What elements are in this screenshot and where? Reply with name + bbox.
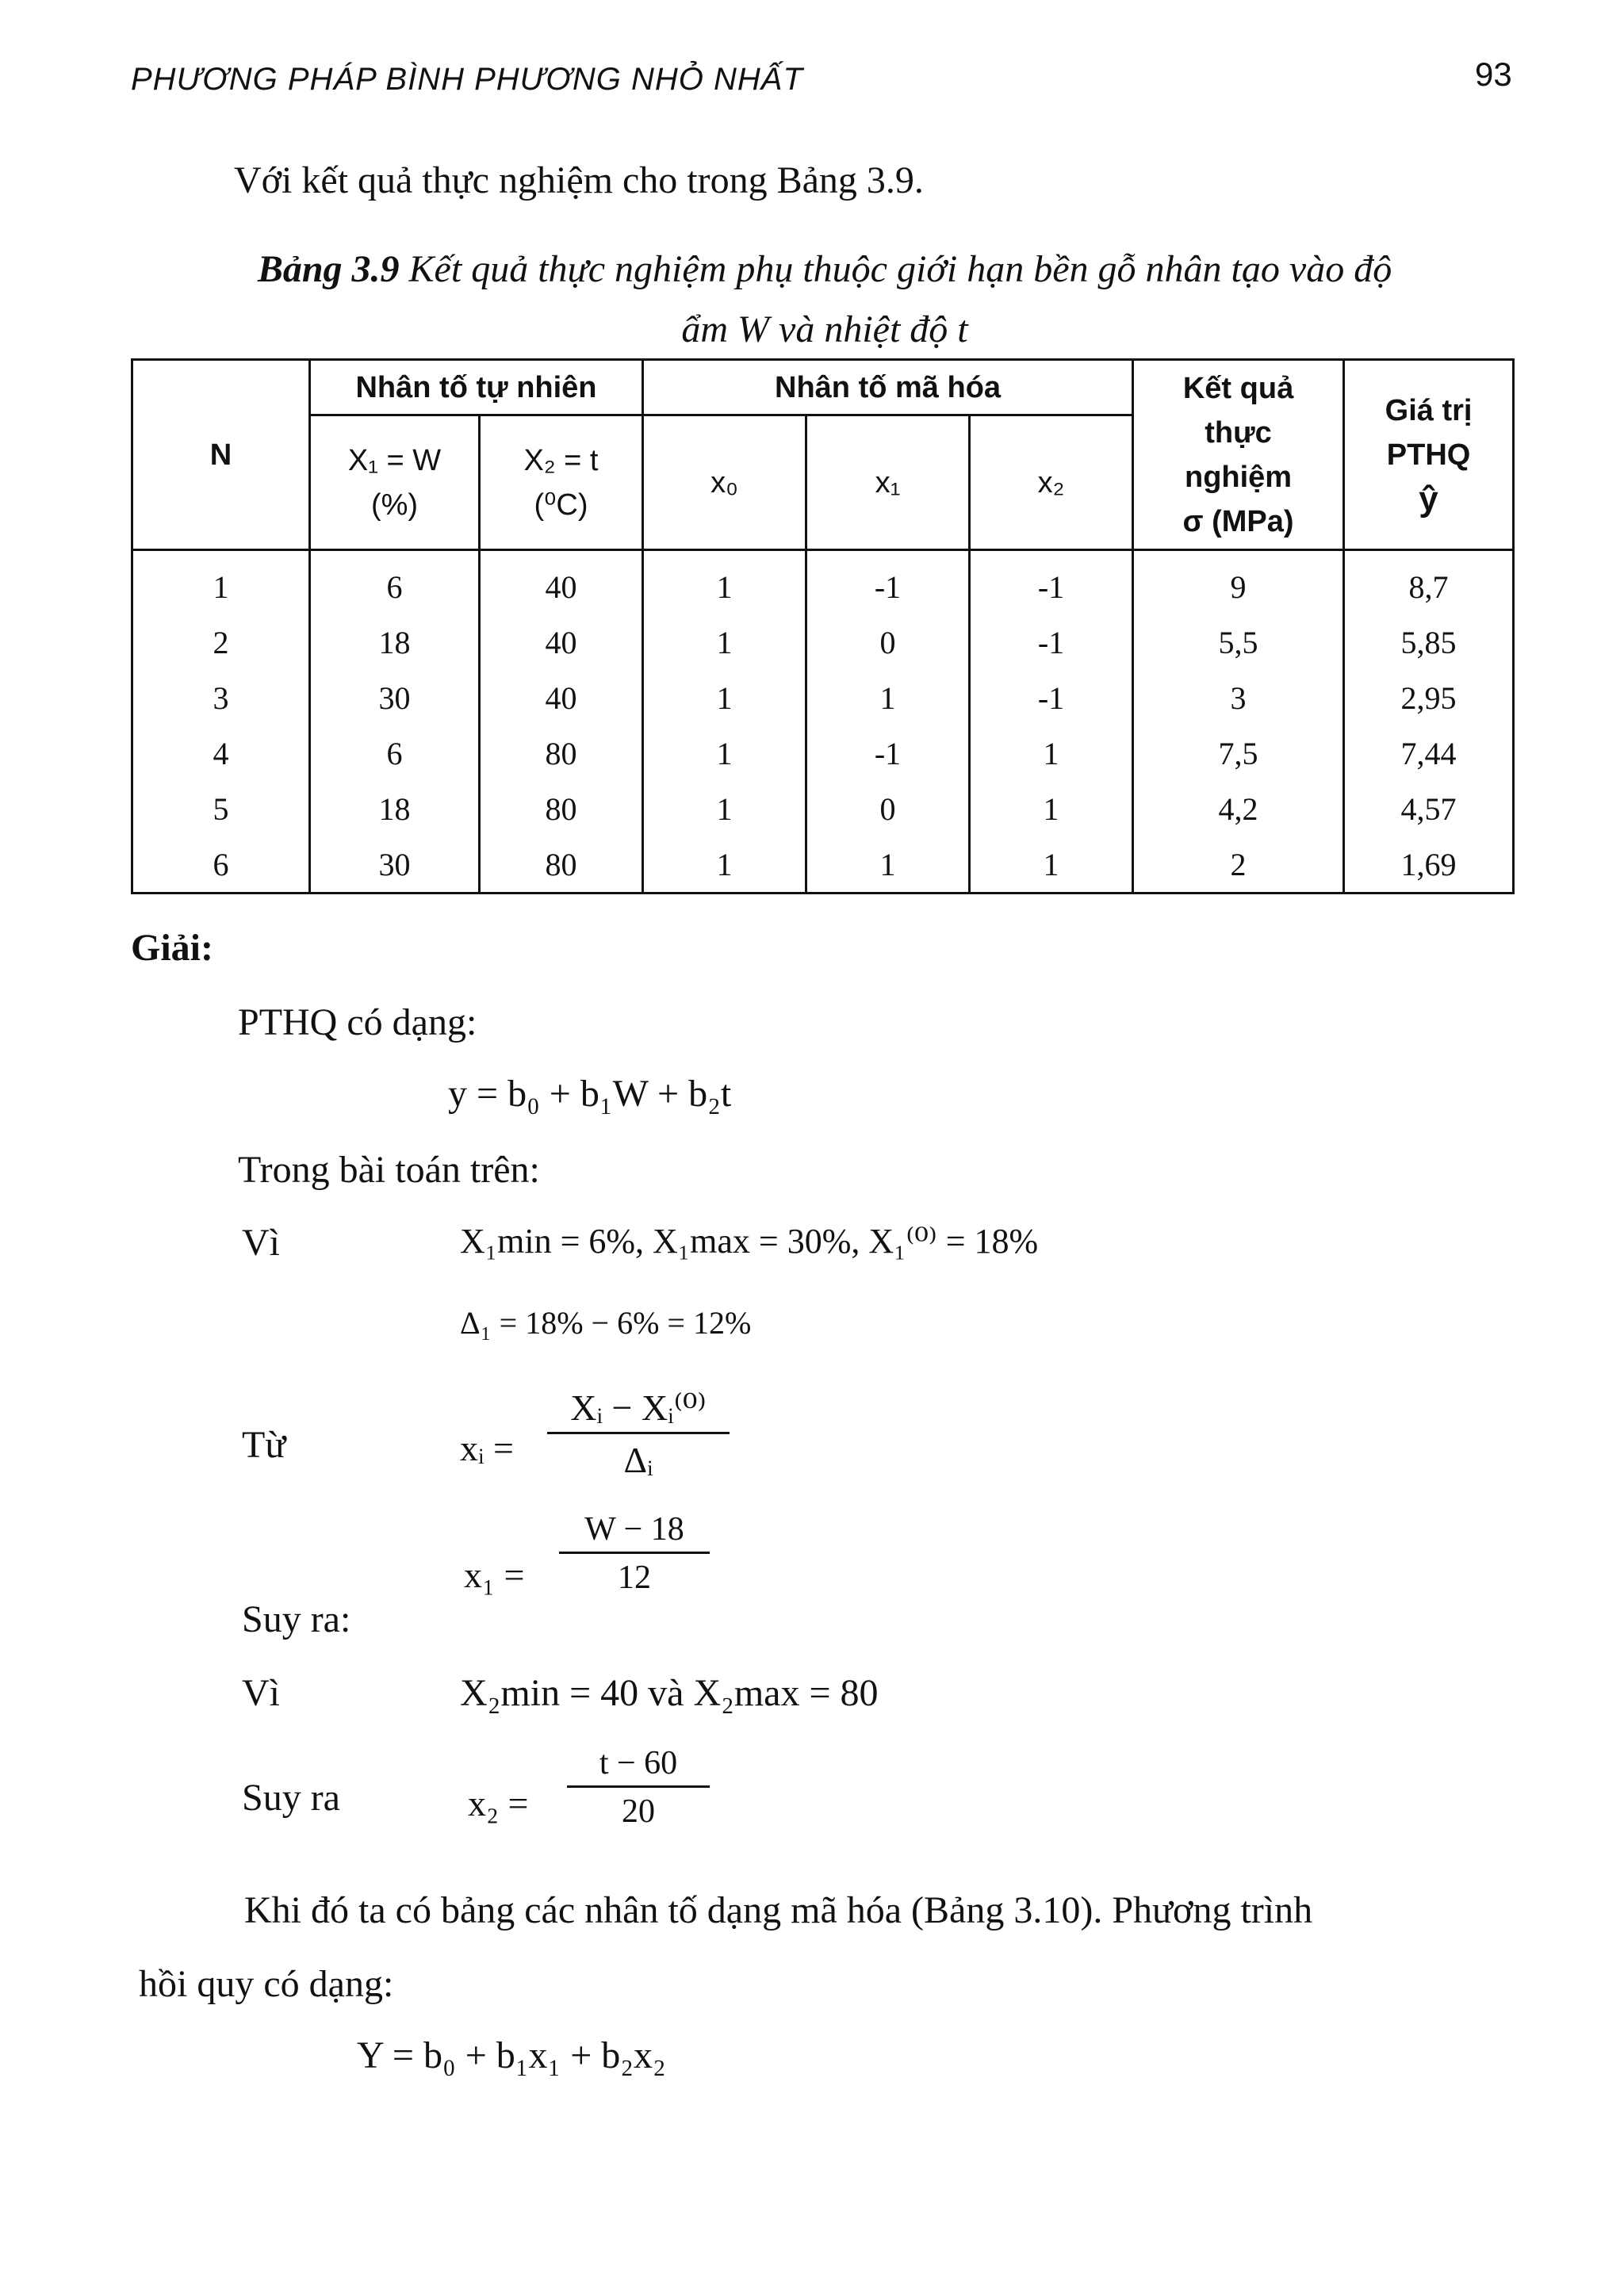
- group-header-natural: Nhân tố tự nhiên: [310, 360, 643, 415]
- col-header-x1-natural-label: X₁ = W: [347, 443, 442, 477]
- col-header-result-line: σ (MPa): [1182, 504, 1294, 538]
- cell-x1: 0: [806, 781, 970, 836]
- equation-model: y = b₀ + b₁W + b₂t: [448, 1073, 732, 1115]
- col-header-x1-natural: [310, 415, 480, 550]
- cell-yhat: 4,57: [1344, 781, 1514, 836]
- group-header-coded: Nhân tố mã hóa: [643, 360, 1133, 415]
- running-header: PHƯƠNG PHÁP BÌNH PHƯƠNG NHỎ NHẤT: [131, 62, 803, 97]
- equation-final: Y = b₀ + b₁x₁ + b₂x₂: [357, 2034, 666, 2076]
- cell-n: 3: [132, 670, 310, 725]
- form-line: PTHQ có dạng:: [238, 1001, 477, 1043]
- cell-w: 18: [310, 614, 480, 670]
- cell-t: 40: [480, 550, 643, 615]
- cell-t: 80: [480, 725, 643, 781]
- cell-sigma: 2: [1133, 836, 1344, 894]
- x1-fraction: [559, 1510, 710, 1597]
- x1-lhs: x₁ =: [464, 1555, 525, 1595]
- cell-x1: -1: [806, 725, 970, 781]
- cell-yhat: 5,85: [1344, 614, 1514, 670]
- cell-n: 2: [132, 614, 310, 670]
- x1-numerator: W − 18: [559, 1510, 710, 1554]
- equation-limits-2: X₂min = 40 và X₂max = 80: [460, 1672, 879, 1714]
- x2-numerator: t − 60: [567, 1744, 710, 1788]
- coding-lhs: xᵢ =: [460, 1428, 514, 1468]
- col-header-result-line: Kết quả: [1182, 371, 1294, 405]
- caption-label: Bảng 3.9: [257, 248, 400, 290]
- cell-n: 5: [132, 781, 310, 836]
- cell-n: 6: [132, 836, 310, 894]
- cell-x2: 1: [970, 781, 1133, 836]
- x2-denominator: 20: [622, 1793, 655, 1830]
- cell-n: 1: [132, 550, 310, 615]
- cell-sigma: 7,5: [1133, 725, 1344, 781]
- cell-x2: -1: [970, 614, 1133, 670]
- col-header-result: [1133, 360, 1344, 550]
- col-header-x0: x₀: [643, 415, 806, 550]
- table-body: [132, 550, 1514, 894]
- table-row: [132, 836, 1514, 894]
- col-header-pred-line: Giá trị: [1385, 393, 1473, 427]
- cell-w: 30: [310, 836, 480, 894]
- cell-x1: 1: [806, 836, 970, 894]
- cell-x0: 1: [643, 725, 806, 781]
- cell-yhat: 8,7: [1344, 550, 1514, 615]
- col-header-x2: x₂: [970, 415, 1133, 550]
- cell-x2: 1: [970, 836, 1133, 894]
- table-row: [132, 725, 1514, 781]
- coding-fraction: [547, 1386, 730, 1481]
- cell-w: 6: [310, 725, 480, 781]
- table-row: [132, 670, 1514, 725]
- col-header-x1: x₁: [806, 415, 970, 550]
- cell-x1: 0: [806, 614, 970, 670]
- cell-yhat: 7,44: [1344, 725, 1514, 781]
- caption-text-1: Kết quả thực nghiệm phụ thuộc giới hạn bền gỗ nhân tạo vào độ: [399, 248, 1392, 290]
- cell-x0: 1: [643, 836, 806, 894]
- cell-sigma: 9: [1133, 550, 1344, 615]
- cell-yhat: 1,69: [1344, 836, 1514, 894]
- col-header-pred: [1344, 360, 1514, 550]
- paragraph-line-2: hồi quy có dạng:: [139, 1963, 394, 2005]
- table-caption: [127, 239, 1522, 360]
- cell-x1: 1: [806, 670, 970, 725]
- cell-yhat: 2,95: [1344, 670, 1514, 725]
- coding-numerator: Xᵢ − Xᵢ⁽⁰⁾: [547, 1386, 730, 1434]
- cell-w: 6: [310, 550, 480, 615]
- page-number: 93: [1475, 55, 1512, 93]
- label-suy-ra-1: Suy ra:: [242, 1598, 351, 1640]
- caption-text-2: ẩm W và nhiệt độ t: [681, 308, 968, 350]
- cell-sigma: 4,2: [1133, 781, 1344, 836]
- equation-delta: Δ₁ = 18% − 6% = 12%: [460, 1305, 752, 1341]
- x1-denominator: 12: [618, 1559, 651, 1596]
- x2-fraction: [567, 1744, 710, 1831]
- label-vi-1: Vì: [242, 1222, 280, 1264]
- cell-sigma: 5,5: [1133, 614, 1344, 670]
- table-row: [132, 614, 1514, 670]
- cell-sigma: 3: [1133, 670, 1344, 725]
- cell-x1: -1: [806, 550, 970, 615]
- intro-text: Với kết quả thực nghiệm cho trong Bảng 3.9.: [234, 159, 924, 201]
- cell-t: 80: [480, 836, 643, 894]
- cell-x2: -1: [970, 550, 1133, 615]
- x2-lhs: x₂ =: [468, 1783, 529, 1823]
- col-header-pred-line: PTHQ: [1386, 438, 1471, 472]
- cell-x2: -1: [970, 670, 1133, 725]
- cell-x0: 1: [643, 781, 806, 836]
- equation-limits-1: X₁min = 6%, X₁max = 30%, X₁⁽⁰⁾ = 18%: [460, 1222, 1039, 1261]
- solution-heading: Giải:: [131, 927, 213, 969]
- paragraph-line-1: Khi đó ta có bảng các nhân tố dạng mã hóa (Bảng 3.10). Phương trình: [244, 1889, 1313, 1931]
- problem-line: Trong bài toán trên:: [238, 1149, 540, 1191]
- results-table: [131, 358, 1515, 894]
- cell-n: 4: [132, 725, 310, 781]
- label-suy-ra-2: Suy ra: [242, 1777, 340, 1819]
- col-header-pred-line: ŷ: [1419, 479, 1438, 519]
- col-header-result-line: thực: [1205, 415, 1272, 450]
- label-tu: Từ: [242, 1424, 286, 1466]
- table-row: [132, 781, 1514, 836]
- cell-x0: 1: [643, 550, 806, 615]
- col-header-x2-natural-label: X₂ = t: [523, 443, 599, 477]
- cell-t: 40: [480, 614, 643, 670]
- cell-x0: 1: [643, 670, 806, 725]
- coding-denominator: Δᵢ: [623, 1440, 653, 1480]
- col-header-x2-natural-unit: (⁰C): [534, 488, 588, 522]
- cell-t: 80: [480, 781, 643, 836]
- cell-w: 30: [310, 670, 480, 725]
- col-header-result-line: nghiệm: [1184, 460, 1293, 494]
- col-header-n: N: [132, 360, 310, 550]
- cell-x0: 1: [643, 614, 806, 670]
- cell-w: 18: [310, 781, 480, 836]
- label-vi-2: Vì: [242, 1672, 280, 1714]
- col-header-x1-natural-unit: (%): [370, 488, 419, 522]
- cell-x2: 1: [970, 725, 1133, 781]
- table-row: [132, 550, 1514, 615]
- col-header-x2-natural: [480, 415, 643, 550]
- cell-t: 40: [480, 670, 643, 725]
